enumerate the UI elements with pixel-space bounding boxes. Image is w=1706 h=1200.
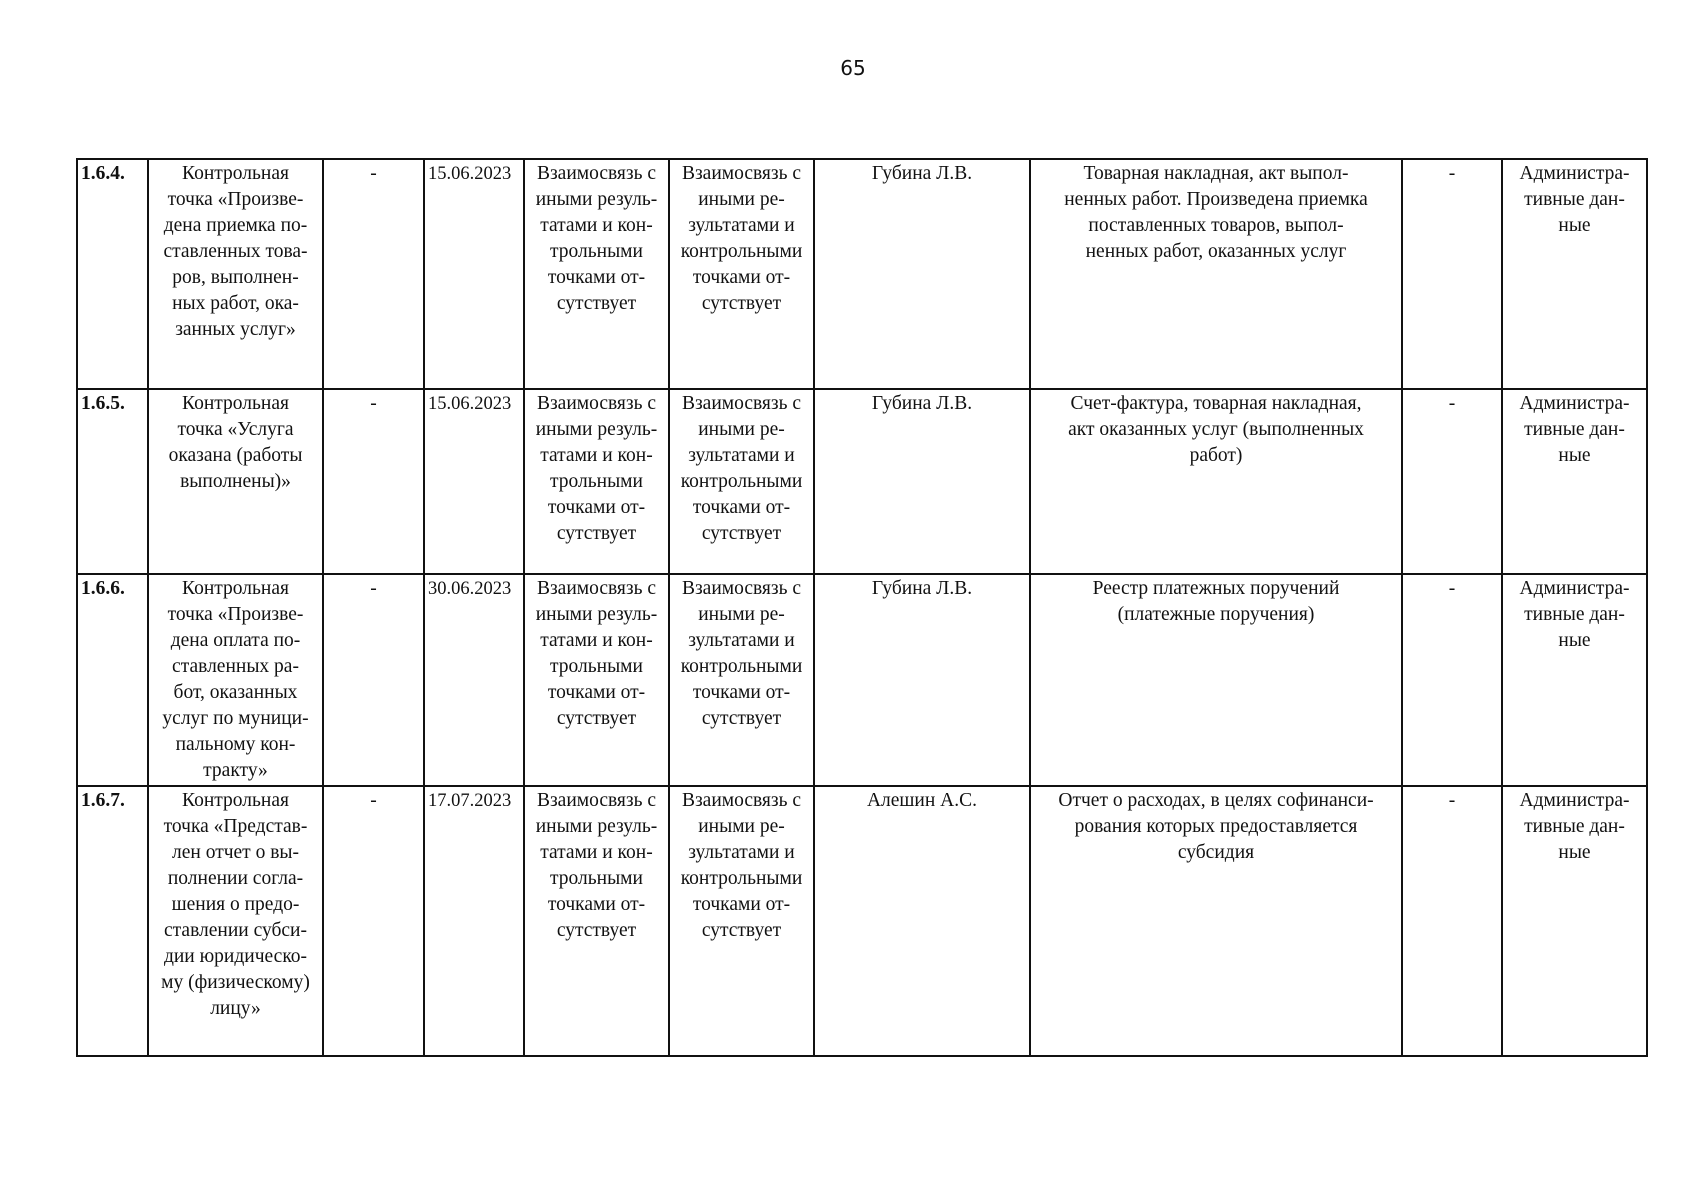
relation-results-cell-line: точками от- bbox=[547, 267, 646, 288]
document-type-cell-line: ненных работ, оказанных услуг bbox=[1085, 241, 1347, 262]
relation-results-cell bbox=[669, 574, 814, 786]
control-point-name-cell bbox=[148, 389, 323, 574]
empty-value-cell: - bbox=[323, 159, 424, 389]
document-type-cell bbox=[1030, 574, 1402, 786]
info-source-cell bbox=[1502, 389, 1647, 574]
empty-value-cell: - bbox=[1402, 574, 1502, 786]
info-source-cell-line: ные bbox=[1558, 445, 1591, 466]
relation-results-cell-line: точками от- bbox=[547, 894, 646, 915]
document-type-cell bbox=[1030, 159, 1402, 389]
control-point-name-cell-line: ставлении субси- bbox=[164, 920, 307, 941]
relation-results-cell-line: сутствует bbox=[556, 523, 637, 544]
control-point-name-cell bbox=[148, 159, 323, 389]
info-source-cell-line: Администра- bbox=[1519, 578, 1630, 599]
relation-results-cell-line: контрольными bbox=[680, 241, 803, 262]
control-points-table bbox=[76, 158, 1648, 1057]
control-point-name-cell-line: лицу» bbox=[210, 998, 261, 1019]
document-type-cell-line: поставленных товаров, выпол- bbox=[1088, 215, 1344, 236]
relation-results-cell-line: трольными bbox=[550, 868, 643, 889]
table-row bbox=[77, 574, 1647, 786]
relation-results-cell-line: зультатами и bbox=[688, 215, 795, 236]
relation-results-cell-line: Взаимосвязь с bbox=[536, 393, 657, 414]
relation-results-cell-line: Взаимосвязь с bbox=[681, 393, 802, 414]
control-point-name-cell-line: занных услуг» bbox=[175, 319, 296, 340]
relation-results-cell-line: точками от- bbox=[692, 267, 791, 288]
relation-results-cell-line: иными ре- bbox=[698, 419, 785, 440]
control-point-name-cell-line: ров, выполнен- bbox=[172, 267, 299, 288]
control-point-name-cell-line: услуг по муници- bbox=[162, 708, 309, 729]
relation-results-cell-line: сутствует bbox=[701, 920, 782, 941]
empty-value-cell: - bbox=[323, 786, 424, 1056]
relation-results-cell-line: сутствует bbox=[701, 523, 782, 544]
relation-results-cell-line: иными резуль- bbox=[535, 189, 658, 210]
info-source-cell-line: ные bbox=[1558, 842, 1591, 863]
row-number-cell: 1.6.6. bbox=[77, 574, 148, 786]
control-point-name-cell bbox=[148, 574, 323, 786]
document-type-cell-line: Реестр платежных поручений bbox=[1092, 578, 1340, 599]
control-point-name-cell bbox=[148, 786, 323, 1056]
relation-results-cell-line: сутствует bbox=[701, 708, 782, 729]
relation-results-cell bbox=[669, 389, 814, 574]
relation-results-cell-line: трольными bbox=[550, 656, 643, 677]
control-point-name-cell-line: Контрольная bbox=[182, 790, 289, 811]
document-type-cell-line: (платежные поручения) bbox=[1117, 604, 1315, 625]
relation-results-cell-line: Взаимосвязь с bbox=[681, 790, 802, 811]
table-row bbox=[77, 786, 1647, 1056]
responsible-person-cell: Губина Л.В. bbox=[814, 389, 1030, 574]
control-point-name-cell-line: бот, оказанных bbox=[173, 682, 298, 703]
table-body bbox=[77, 159, 1647, 1056]
control-point-name-cell-line: точка «Услуга bbox=[177, 419, 294, 440]
control-point-name-cell-line: ных работ, ока- bbox=[172, 293, 299, 314]
relation-results-cell-line: контрольными bbox=[680, 471, 803, 492]
relation-results-cell-line: Взаимосвязь с bbox=[536, 578, 657, 599]
date-cell: 15.06.2023 bbox=[424, 389, 524, 574]
relation-results-cell-line: зультатами и bbox=[688, 842, 795, 863]
relation-results-cell-line: иными ре- bbox=[698, 816, 785, 837]
relation-results-cell-line: татами и кон- bbox=[540, 630, 653, 651]
empty-value-cell: - bbox=[1402, 786, 1502, 1056]
document-type-cell bbox=[1030, 389, 1402, 574]
empty-value-cell: - bbox=[1402, 389, 1502, 574]
relation-results-cell-line: сутствует bbox=[556, 293, 637, 314]
relation-results-cell-line: трольными bbox=[550, 471, 643, 492]
control-point-name-cell-line: ставленных това- bbox=[163, 241, 308, 262]
relation-results-cell bbox=[669, 786, 814, 1056]
relation-results-cell-line: сутствует bbox=[556, 708, 637, 729]
relation-results-cell-line: сутствует bbox=[556, 920, 637, 941]
info-source-cell-line: Администра- bbox=[1519, 790, 1630, 811]
document-type-cell-line: акт оказанных услуг (выполненных bbox=[1068, 419, 1364, 440]
control-point-name-cell-line: точка «Произве- bbox=[167, 604, 304, 625]
control-point-name-cell-line: дена оплата по- bbox=[170, 630, 301, 651]
relation-results-cell-line: точками от- bbox=[547, 682, 646, 703]
relation-results-cell-line: точками от- bbox=[692, 682, 791, 703]
info-source-cell bbox=[1502, 159, 1647, 389]
relation-results-cell-line: Взаимосвязь с bbox=[536, 790, 657, 811]
info-source-cell-line: Администра- bbox=[1519, 163, 1630, 184]
control-point-name-cell-line: Контрольная bbox=[182, 163, 289, 184]
control-point-name-cell-line: полнении согла- bbox=[167, 868, 304, 889]
control-point-name-cell-line: му (физическому) bbox=[161, 972, 310, 993]
date-cell: 17.07.2023 bbox=[424, 786, 524, 1056]
document-type-cell bbox=[1030, 786, 1402, 1056]
relation-results-cell-line: татами и кон- bbox=[540, 445, 653, 466]
responsible-person-cell: Губина Л.В. bbox=[814, 159, 1030, 389]
document-type-cell-line: ненных работ. Произведена приемка bbox=[1064, 189, 1368, 210]
control-point-name-cell-line: лен отчет о вы- bbox=[172, 842, 299, 863]
relation-results-cell-line: трольными bbox=[550, 241, 643, 262]
table-row bbox=[77, 159, 1647, 389]
relation-results-cell-line: Взаимосвязь с bbox=[681, 578, 802, 599]
document-type-cell-line: рования которых предоставляется bbox=[1074, 816, 1358, 837]
info-source-cell-line: тивные дан- bbox=[1524, 419, 1625, 440]
empty-value-cell: - bbox=[323, 574, 424, 786]
row-number-cell: 1.6.5. bbox=[77, 389, 148, 574]
relation-results-cell bbox=[524, 159, 669, 389]
date-cell: 15.06.2023 bbox=[424, 159, 524, 389]
info-source-cell-line: Администра- bbox=[1519, 393, 1630, 414]
responsible-person-cell: Алешин А.С. bbox=[814, 786, 1030, 1056]
control-point-name-cell-line: Контрольная bbox=[182, 393, 289, 414]
info-source-cell bbox=[1502, 574, 1647, 786]
control-point-name-cell-line: ставленных ра- bbox=[172, 656, 299, 677]
date-cell: 30.06.2023 bbox=[424, 574, 524, 786]
info-source-cell-line: тивные дан- bbox=[1524, 604, 1625, 625]
relation-results-cell-line: иными резуль- bbox=[535, 816, 658, 837]
document-type-cell-line: Отчет о расходах, в целях софинанси- bbox=[1058, 790, 1374, 811]
page-number: 65 bbox=[840, 56, 866, 80]
relation-results-cell-line: Взаимосвязь с bbox=[536, 163, 657, 184]
document-type-cell-line: субсидия bbox=[1177, 842, 1255, 863]
relation-results-cell-line: контрольными bbox=[680, 868, 803, 889]
control-point-name-cell-line: оказана (работы bbox=[168, 445, 303, 466]
relation-results-cell-line: иными ре- bbox=[698, 604, 785, 625]
relation-results-cell bbox=[524, 574, 669, 786]
relation-results-cell-line: точками от- bbox=[692, 497, 791, 518]
row-number-cell: 1.6.7. bbox=[77, 786, 148, 1056]
row-number-cell: 1.6.4. bbox=[77, 159, 148, 389]
empty-value-cell: - bbox=[1402, 159, 1502, 389]
info-source-cell-line: ные bbox=[1558, 630, 1591, 651]
control-point-name-cell-line: дена приемка по- bbox=[163, 215, 308, 236]
relation-results-cell-line: точками от- bbox=[547, 497, 646, 518]
relation-results-cell-line: иными ре- bbox=[698, 189, 785, 210]
relation-results-cell-line: татами и кон- bbox=[540, 215, 653, 236]
relation-results-cell-line: татами и кон- bbox=[540, 842, 653, 863]
relation-results-cell bbox=[669, 159, 814, 389]
info-source-cell-line: ные bbox=[1558, 215, 1591, 236]
info-source-cell-line: тивные дан- bbox=[1524, 189, 1625, 210]
table-row bbox=[77, 389, 1647, 574]
empty-value-cell: - bbox=[323, 389, 424, 574]
document-type-cell-line: работ) bbox=[1189, 445, 1243, 466]
control-point-name-cell-line: шения о предо- bbox=[171, 894, 300, 915]
control-point-name-cell-line: точка «Произве- bbox=[167, 189, 304, 210]
document-type-cell-line: Товарная накладная, акт выпол- bbox=[1083, 163, 1349, 184]
control-point-name-cell-line: выполнены)» bbox=[180, 471, 291, 492]
info-source-cell-line: тивные дан- bbox=[1524, 816, 1625, 837]
document-type-cell-line: Счет-фактура, товарная накладная, bbox=[1070, 393, 1362, 414]
relation-results-cell-line: зультатами и bbox=[688, 445, 795, 466]
control-point-name-cell-line: Контрольная bbox=[182, 578, 289, 599]
relation-results-cell-line: иными резуль- bbox=[535, 604, 658, 625]
relation-results-cell-line: Взаимосвязь с bbox=[681, 163, 802, 184]
control-point-name-cell-line: точка «Представ- bbox=[163, 816, 308, 837]
responsible-person-cell: Губина Л.В. bbox=[814, 574, 1030, 786]
relation-results-cell-line: точками от- bbox=[692, 894, 791, 915]
relation-results-cell bbox=[524, 786, 669, 1056]
control-point-name-cell-line: пальному кон- bbox=[175, 734, 296, 755]
relation-results-cell-line: контрольными bbox=[680, 656, 803, 677]
relation-results-cell-line: зультатами и bbox=[688, 630, 795, 651]
relation-results-cell-line: иными резуль- bbox=[535, 419, 658, 440]
info-source-cell bbox=[1502, 786, 1647, 1056]
relation-results-cell bbox=[524, 389, 669, 574]
control-point-name-cell-line: дии юридическо- bbox=[163, 946, 308, 967]
control-point-name-cell-line: тракту» bbox=[203, 760, 268, 781]
relation-results-cell-line: сутствует bbox=[701, 293, 782, 314]
